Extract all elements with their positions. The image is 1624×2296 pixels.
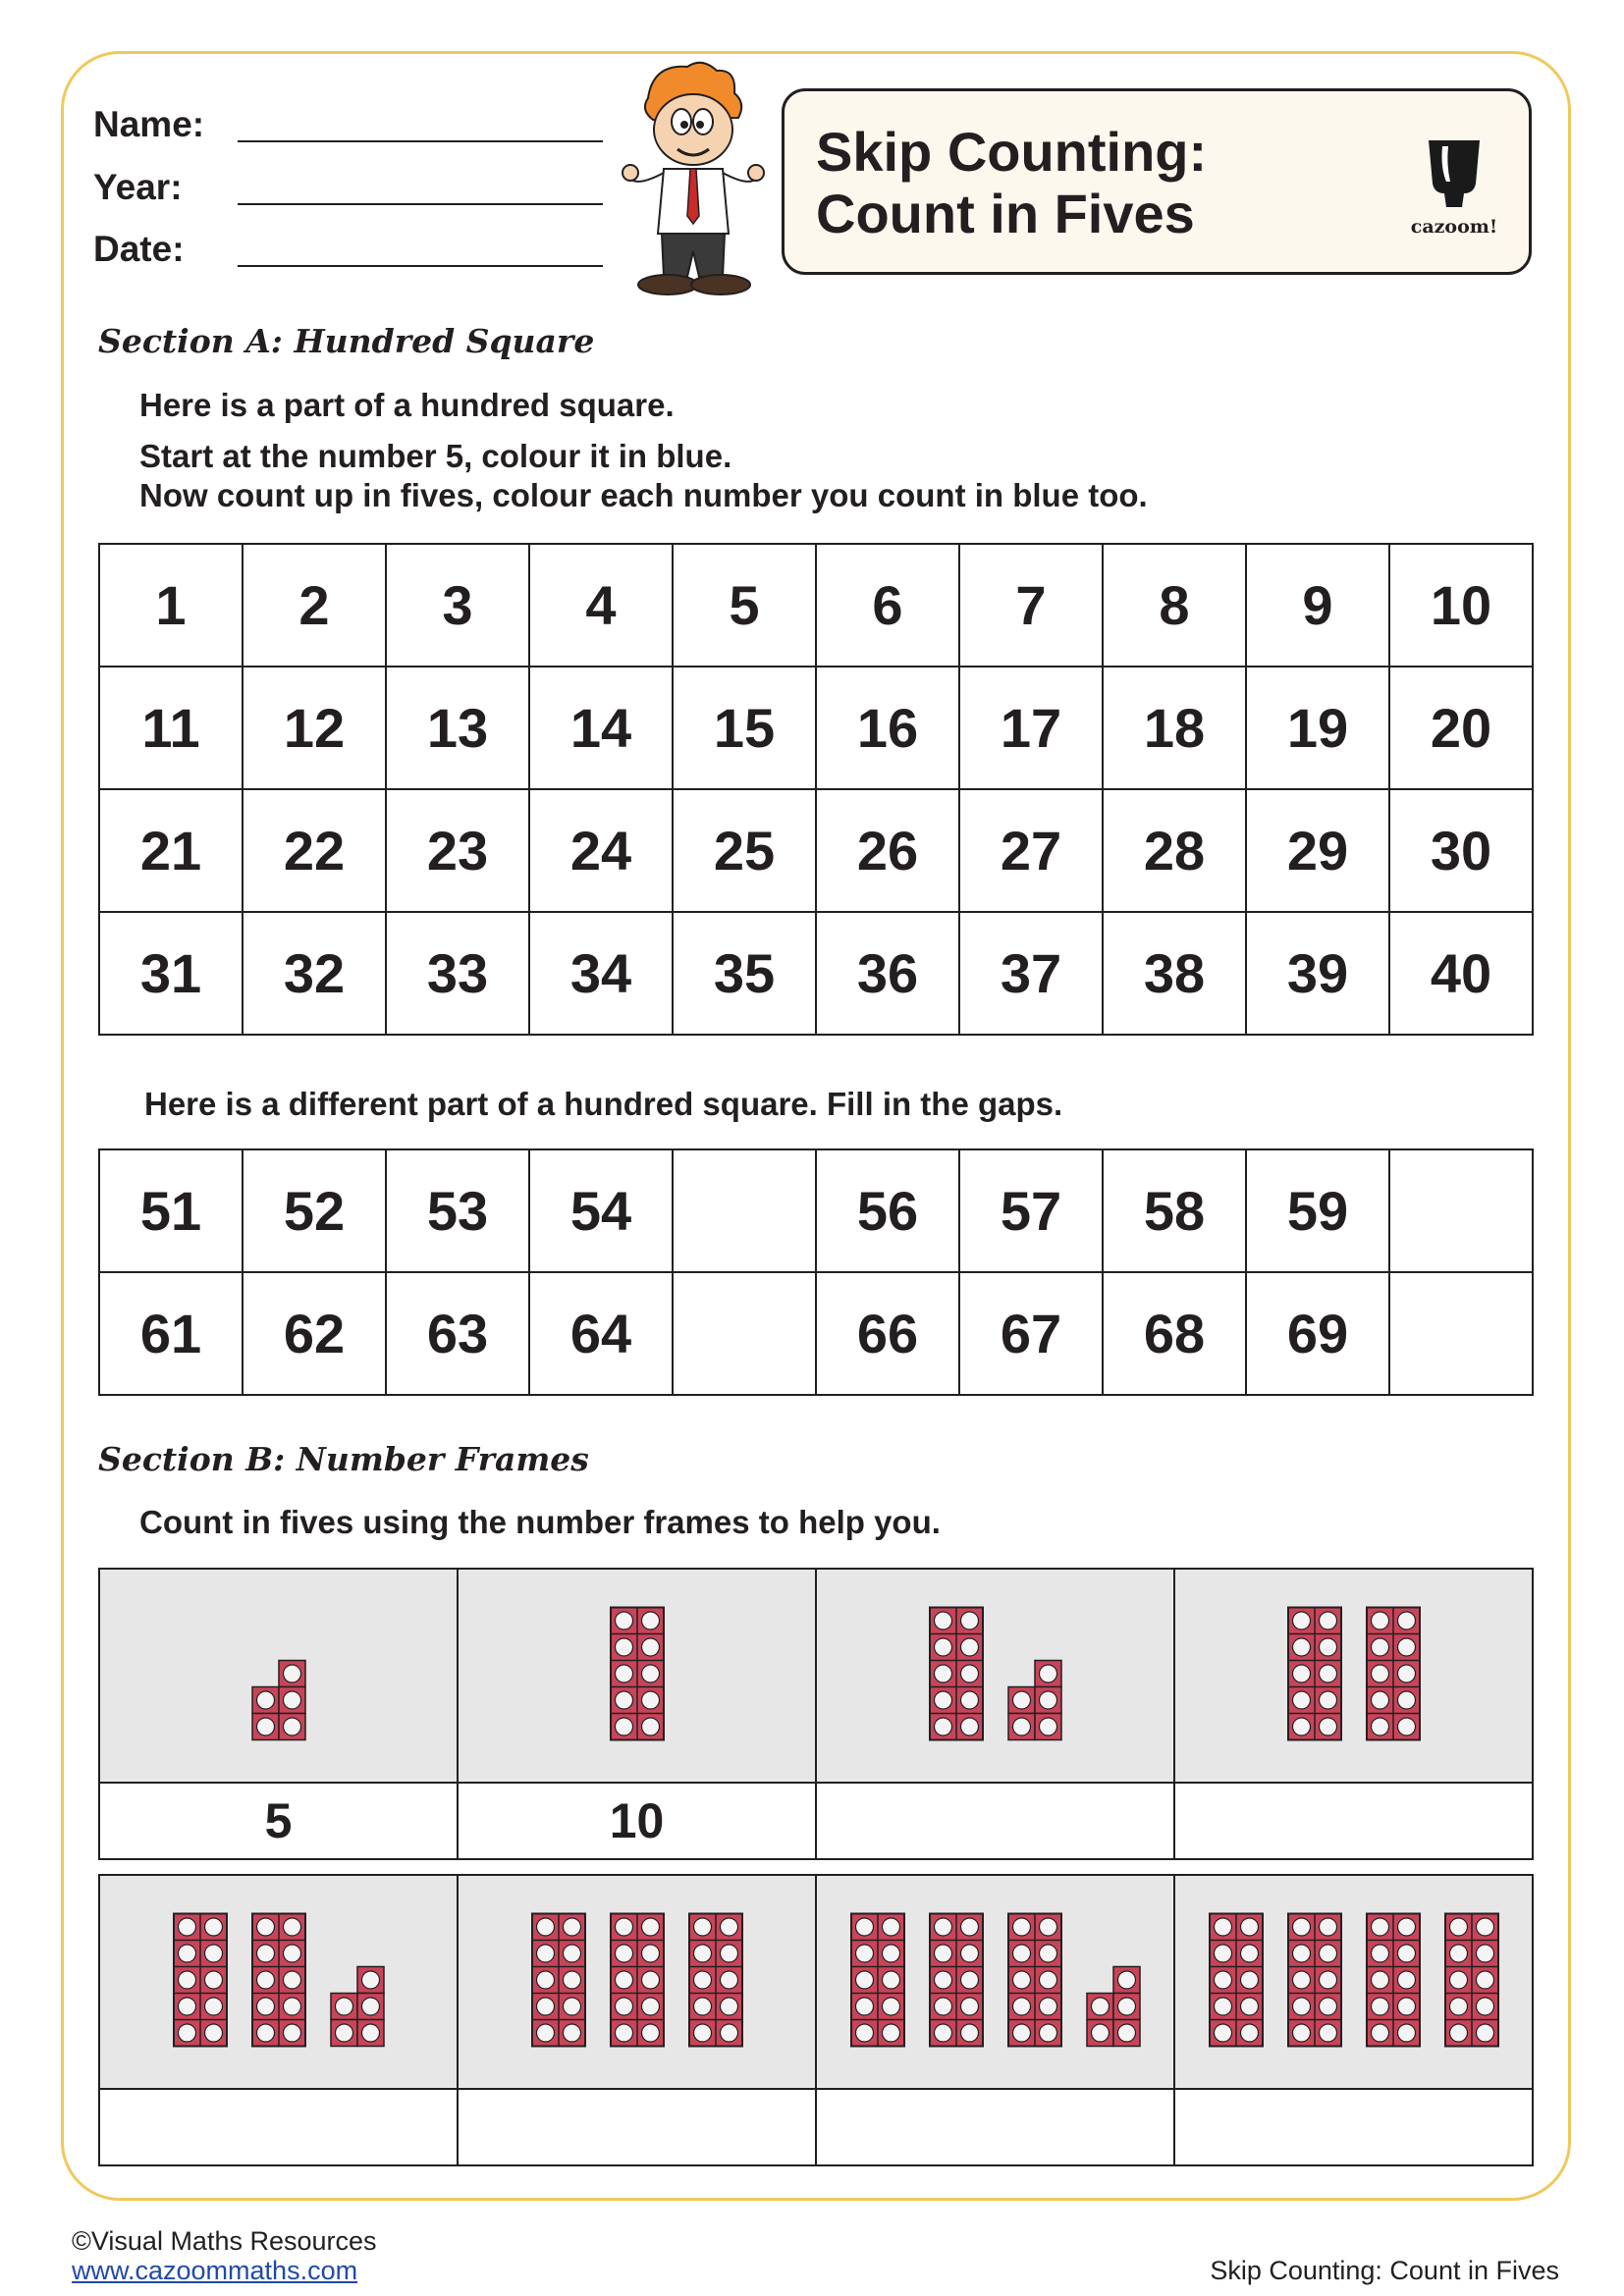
number-frame-icon <box>1182 1575 1526 1772</box>
number-cell[interactable]: 69 <box>1246 1272 1389 1395</box>
date-field[interactable] <box>238 265 603 267</box>
answer-cell[interactable] <box>458 2089 816 2165</box>
instruction-3: Now count up in fives, colour each number you count in blue too. <box>139 477 1148 513</box>
number-cell[interactable]: 6 <box>816 544 959 667</box>
number-cell[interactable]: 64 <box>529 1272 673 1395</box>
empty-cell[interactable] <box>673 1272 816 1395</box>
instruction-4: Here is a different part of a hundred square. Fill in the gaps. <box>144 1086 1063 1122</box>
section-a-title: Section A: Hundred Square <box>98 322 595 360</box>
answer-cell[interactable] <box>99 2089 458 2165</box>
name-field[interactable] <box>238 140 603 142</box>
number-cell[interactable]: 17 <box>959 667 1103 789</box>
cup-icon <box>1425 138 1484 209</box>
number-cell[interactable]: 25 <box>673 789 816 912</box>
year-field[interactable] <box>238 203 603 205</box>
frames-picture-cell <box>1174 1875 1533 2089</box>
logo-text: cazoom! <box>1410 216 1498 238</box>
number-cell[interactable]: 21 <box>99 789 243 912</box>
cartoon-boy-icon <box>609 59 778 304</box>
number-cell[interactable]: 3 <box>386 544 529 667</box>
answer-cell[interactable] <box>816 1783 1174 1859</box>
grid-row <box>99 544 1533 667</box>
instruction-5: Count in fives using the number frames to help you. <box>139 1504 941 1540</box>
number-cell[interactable]: 16 <box>816 667 959 789</box>
number-cell[interactable]: 29 <box>1246 789 1389 912</box>
number-cell[interactable]: 4 <box>529 544 673 667</box>
number-cell[interactable]: 57 <box>959 1149 1103 1272</box>
number-cell[interactable]: 30 <box>1389 789 1533 912</box>
number-cell[interactable]: 54 <box>529 1149 673 1272</box>
grid-row <box>99 1272 1533 1395</box>
number-cell[interactable]: 14 <box>529 667 673 789</box>
number-cell[interactable]: 40 <box>1389 912 1533 1035</box>
number-frames-table-1 <box>98 1568 1534 1860</box>
number-cell[interactable]: 10 <box>1389 544 1533 667</box>
frames-picture-cell <box>1174 1569 1533 1783</box>
number-cell[interactable]: 56 <box>816 1149 959 1272</box>
number-cell[interactable]: 7 <box>959 544 1103 667</box>
number-cell[interactable]: 67 <box>959 1272 1103 1395</box>
number-cell[interactable]: 52 <box>243 1149 386 1272</box>
number-cell[interactable]: 8 <box>1103 544 1246 667</box>
number-cell[interactable]: 38 <box>1103 912 1246 1035</box>
answer-cell[interactable] <box>1174 1783 1533 1859</box>
frames-picture-cell <box>458 1569 816 1783</box>
grid-row <box>99 912 1533 1035</box>
frames-picture-cell <box>816 1875 1174 2089</box>
frames-answer-row <box>99 1783 1533 1859</box>
name-label: Name: <box>93 104 205 144</box>
number-cell[interactable]: 53 <box>386 1149 529 1272</box>
frames-picture-cell <box>99 1569 458 1783</box>
number-cell[interactable]: 31 <box>99 912 243 1035</box>
instruction-2: Start at the number 5, colour it in blue. <box>139 438 732 474</box>
number-cell[interactable]: 61 <box>99 1272 243 1395</box>
answer-cell[interactable] <box>1174 2089 1533 2165</box>
number-cell[interactable]: 28 <box>1103 789 1246 912</box>
number-cell[interactable]: 1 <box>99 544 243 667</box>
frames-answer-row <box>99 2089 1533 2165</box>
date-label: Date: <box>93 229 185 269</box>
grid-row <box>99 667 1533 789</box>
number-cell[interactable]: 39 <box>1246 912 1389 1035</box>
number-frame-icon <box>1182 1882 1526 2078</box>
footer-link-wrap <box>72 2256 357 2286</box>
empty-cell[interactable] <box>1389 1272 1533 1395</box>
fill-gaps-grid <box>98 1148 1534 1396</box>
frames-picture-cell <box>816 1569 1174 1783</box>
answer-cell[interactable]: 5 <box>99 1783 458 1859</box>
number-cell[interactable]: 11 <box>99 667 243 789</box>
number-cell[interactable]: 32 <box>243 912 386 1035</box>
grid-row <box>99 789 1533 912</box>
number-cell[interactable]: 12 <box>243 667 386 789</box>
section-b-title: Section B: Number Frames <box>98 1440 589 1478</box>
number-frame-icon <box>107 1575 451 1772</box>
frames-picture-row <box>99 1569 1533 1783</box>
number-cell[interactable]: 18 <box>1103 667 1246 789</box>
number-frame-icon <box>824 1882 1167 2078</box>
number-cell[interactable]: 58 <box>1103 1149 1246 1272</box>
empty-cell[interactable] <box>673 1149 816 1272</box>
number-cell[interactable]: 35 <box>673 912 816 1035</box>
number-cell[interactable]: 63 <box>386 1272 529 1395</box>
frames-picture-cell <box>99 1875 458 2089</box>
title-line-2: Count in Fives <box>816 183 1195 244</box>
number-cell[interactable]: 19 <box>1246 667 1389 789</box>
answer-cell[interactable] <box>816 2089 1174 2165</box>
number-cell[interactable]: 26 <box>816 789 959 912</box>
empty-cell[interactable] <box>1389 1149 1533 1272</box>
number-cell[interactable]: 24 <box>529 789 673 912</box>
number-cell[interactable]: 37 <box>959 912 1103 1035</box>
number-cell[interactable]: 2 <box>243 544 386 667</box>
frames-picture-row <box>99 1875 1533 2089</box>
number-frame-icon <box>107 1882 451 2078</box>
number-cell[interactable]: 27 <box>959 789 1103 912</box>
number-cell[interactable]: 66 <box>816 1272 959 1395</box>
number-cell[interactable]: 62 <box>243 1272 386 1395</box>
number-frame-icon <box>824 1575 1167 1772</box>
answer-cell[interactable]: 10 <box>458 1783 816 1859</box>
number-cell[interactable]: 51 <box>99 1149 243 1272</box>
frames-picture-cell <box>458 1875 816 2089</box>
number-cell[interactable]: 23 <box>386 789 529 912</box>
hundred-square-grid <box>98 543 1534 1036</box>
number-cell[interactable]: 9 <box>1246 544 1389 667</box>
instruction-1: Here is a part of a hundred square. <box>139 387 675 423</box>
grid-row <box>99 1149 1533 1272</box>
number-frame-icon <box>465 1882 809 2078</box>
title-line-1: Skip Counting: <box>816 121 1208 183</box>
number-cell[interactable]: 15 <box>673 667 816 789</box>
number-cell[interactable]: 22 <box>243 789 386 912</box>
number-cell[interactable]: 13 <box>386 667 529 789</box>
number-cell[interactable]: 36 <box>816 912 959 1035</box>
cazoom-logo <box>1395 138 1513 244</box>
footer-title: Skip Counting: Count in Fives <box>1210 2256 1559 2285</box>
number-cell[interactable]: 34 <box>529 912 673 1035</box>
footer-link[interactable]: www.cazoommaths.com <box>72 2256 358 2285</box>
number-cell[interactable]: 5 <box>673 544 816 667</box>
number-cell[interactable]: 33 <box>386 912 529 1035</box>
number-cell[interactable]: 68 <box>1103 1272 1246 1395</box>
footer-copyright: ©Visual Maths Resources <box>72 2226 377 2256</box>
number-frames-table-2 <box>98 1874 1534 2166</box>
worksheet-title <box>816 121 1207 244</box>
number-cell[interactable]: 59 <box>1246 1149 1389 1272</box>
title-box <box>782 88 1532 275</box>
number-frame-icon <box>465 1575 809 1772</box>
year-label: Year: <box>93 167 183 207</box>
number-cell[interactable]: 20 <box>1389 667 1533 789</box>
